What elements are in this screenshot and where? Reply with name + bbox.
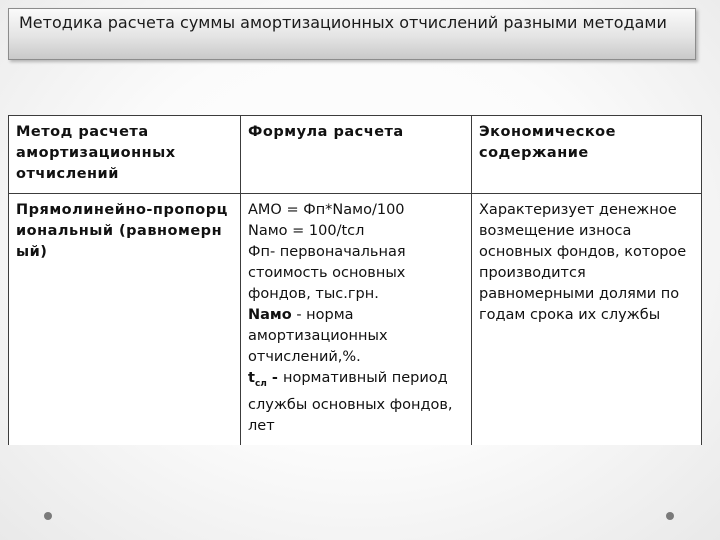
- formula-tsl-definition: [248, 368, 465, 437]
- table-row: [9, 194, 702, 445]
- namo-description: - норма амортизационных отчислений,%.: [248, 307, 388, 365]
- header-method: Метод расчета амортизационных отчислений: [9, 116, 241, 194]
- tsl-subscript: сл: [254, 378, 267, 389]
- slide-dot-right: [666, 512, 674, 520]
- tsl-description: нормативный период службы основных фондов, лет: [248, 370, 453, 434]
- slide-dot-left: [44, 512, 52, 520]
- tsl-symbol: t: [248, 370, 255, 386]
- tsl-term: [248, 370, 283, 389]
- cell-formula: [241, 194, 472, 445]
- cell-economic: Характеризует денежное возмещение износа основных фондов, которое производится равномерными долями по годам срока их службы: [472, 194, 702, 445]
- namo-term: Nамо: [248, 307, 292, 323]
- cell-method: Прямолинейно-пропорциональный (равномерный): [9, 194, 241, 445]
- formula-namo-definition: [248, 305, 465, 368]
- tsl-dash: -: [266, 370, 283, 386]
- formula-fp-definition: Фп- первоначальная стоимость основных фондов, тыс.грн.: [248, 244, 406, 302]
- header-economic: Экономическое содержание: [472, 116, 702, 194]
- formula-namo: Nамо = 100/tсл: [248, 223, 365, 239]
- slide-title: Методика расчета суммы амортизационных отчислений разными методами: [8, 8, 696, 60]
- depreciation-methods-table: [8, 115, 702, 445]
- formula-amo: АМО = Фп*Nамо/100: [248, 202, 405, 218]
- table-header-row: [9, 116, 702, 194]
- header-formula: Формула расчета: [241, 116, 472, 194]
